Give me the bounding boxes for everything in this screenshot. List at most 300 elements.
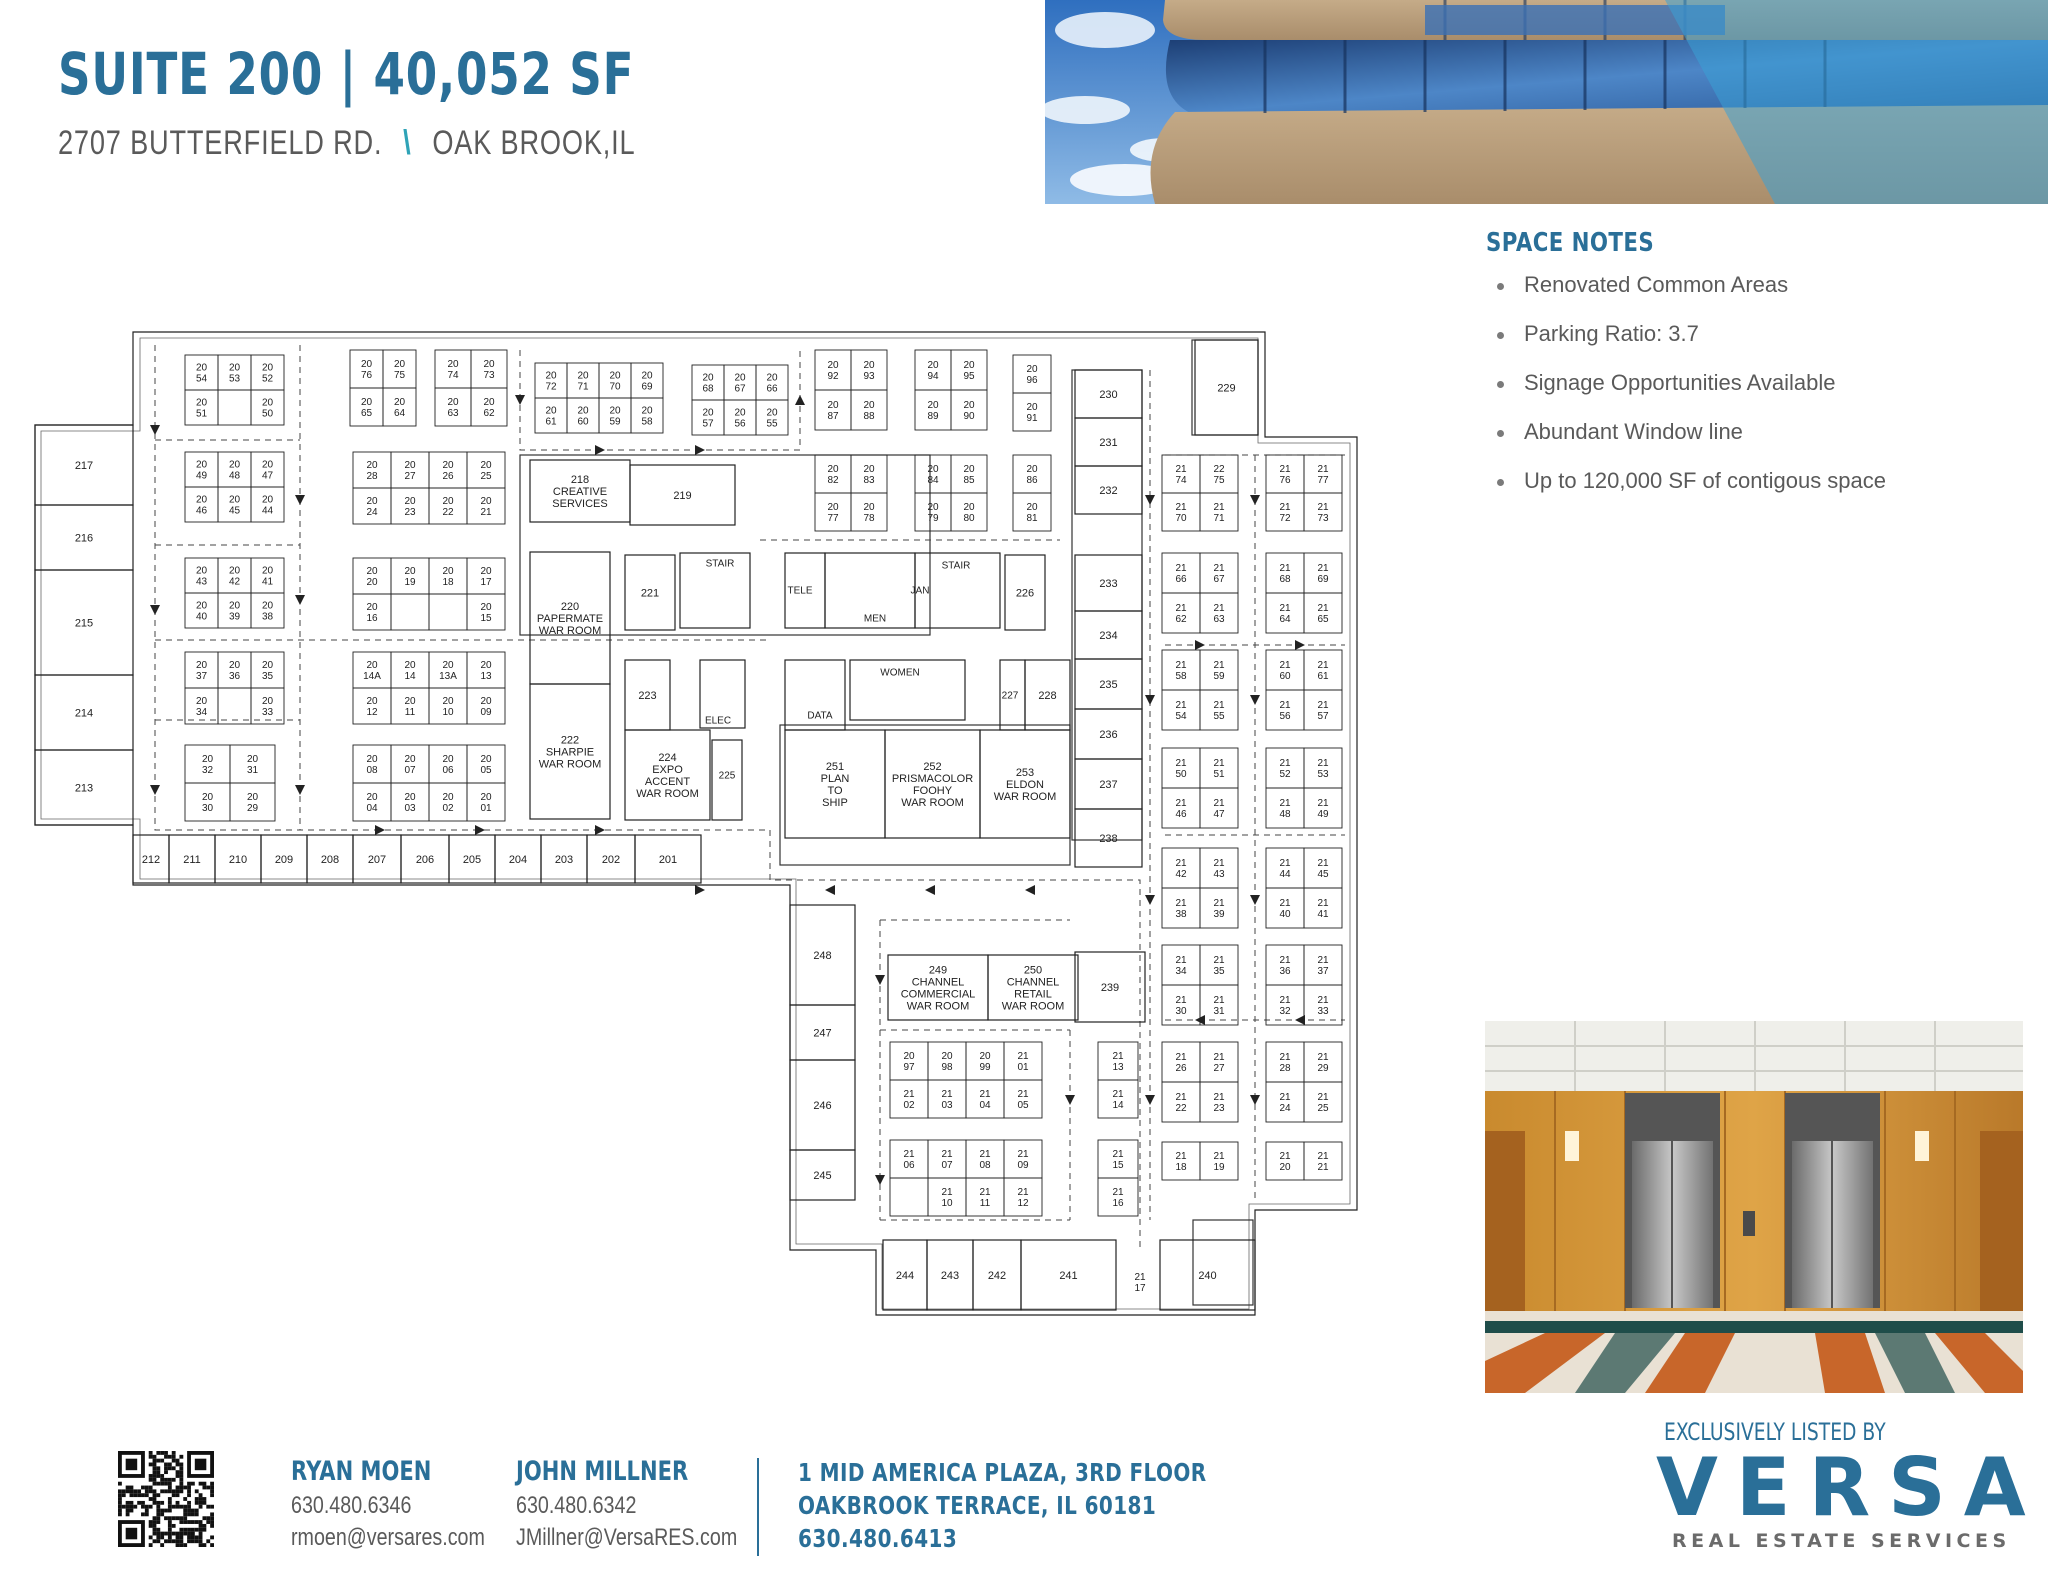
qr-module [156, 1501, 160, 1505]
cubicle-label: 21 [979, 1187, 991, 1198]
cubicle-label: 37 [195, 671, 208, 682]
room-label: 248 [813, 949, 832, 962]
service-label: 225 [718, 770, 736, 782]
qr-module [172, 1466, 176, 1470]
qr-module [168, 1516, 172, 1520]
cubicle-label: 47 [261, 470, 274, 482]
room-label: ACCENT [644, 775, 691, 788]
cubicle-label: 20 [1026, 464, 1038, 475]
qr-module [160, 1489, 164, 1493]
cubicle-label: 57 [702, 418, 714, 430]
qr-module [156, 1535, 160, 1539]
contact-name: RYAN MOEN [291, 1456, 432, 1487]
cubicle-label: 21 [1279, 660, 1291, 671]
cubicle-label: 20 [863, 360, 875, 371]
qr-module [172, 1489, 176, 1493]
arrow-icon [1145, 895, 1155, 905]
qr-module [153, 1466, 157, 1470]
qr-module [183, 1520, 187, 1524]
qr-module [168, 1501, 172, 1505]
qr-module [122, 1505, 126, 1509]
cubicle-label: 41 [261, 576, 274, 588]
qr-module [160, 1532, 164, 1536]
service-label: STAIR [705, 558, 735, 570]
qr-module [187, 1482, 191, 1486]
qr-module [156, 1505, 160, 1509]
cubicle-label: 22 [1175, 1103, 1187, 1114]
cubicle-label: 21 [1017, 1089, 1029, 1100]
cubicle-label: 40 [1279, 909, 1291, 920]
cubicle-label: 20 [1279, 1162, 1291, 1173]
qr-module [199, 1539, 203, 1543]
cubicle-label: 43 [1213, 869, 1225, 880]
cubicle-label: 20 [261, 494, 274, 506]
qr-module [172, 1455, 176, 1459]
cubicle-label: 21 [1213, 858, 1225, 869]
room-label: 203 [554, 853, 574, 866]
cubicle-label: 38 [1175, 909, 1187, 920]
cubicle-label: 23 [1213, 1103, 1225, 1114]
cubicle-label: 59 [609, 416, 621, 428]
arrow-icon [515, 395, 525, 405]
qr-module [195, 1520, 199, 1524]
cubicle-label: 20 [442, 660, 454, 671]
cubicle-label: 21 [1175, 1052, 1187, 1063]
cubicle-label: 76 [360, 370, 373, 381]
qr-module [168, 1509, 172, 1513]
qr-module [164, 1466, 168, 1470]
cubicle-label: 21 [979, 1149, 991, 1160]
room-label: 235 [1099, 678, 1118, 691]
cubicle-label: 20 [393, 397, 406, 408]
cubicle-label: 20 [702, 372, 714, 384]
space-note-item: Abundant Window line [1495, 419, 1886, 468]
cubicle-label: 10 [442, 707, 454, 718]
cubicle-label: 20 [1026, 402, 1038, 413]
qr-module [210, 1516, 214, 1520]
contact-name: JOHN MILLNER [516, 1456, 689, 1487]
qr-module [141, 1486, 145, 1490]
elevator-lobby-photo [1485, 1021, 2023, 1393]
page-title: SUITE 200 | 40,052 SF [58, 40, 635, 108]
arrow-icon [875, 975, 885, 985]
cubicle-label: 20 [480, 496, 492, 507]
qr-module [153, 1493, 157, 1497]
cubicle-label: 90 [963, 411, 975, 422]
cubicle-label: 14 [404, 671, 416, 682]
cubicle-label: 21 [1213, 603, 1225, 614]
room-label: 222 [560, 734, 580, 747]
contact-phone[interactable]: 630.480.6346 [291, 1492, 412, 1519]
qr-module [149, 1486, 153, 1490]
qr-module [179, 1528, 183, 1532]
arrow-icon [1295, 1015, 1305, 1025]
cubicle-label: 65 [1317, 614, 1329, 625]
qr-module [153, 1532, 157, 1536]
cubicle-label: 49 [1317, 809, 1329, 820]
cubicle-label: 29 [1317, 1063, 1329, 1074]
qr-module [176, 1463, 180, 1467]
cubicle-label: 49 [195, 470, 208, 482]
qr-module [210, 1482, 214, 1486]
cubicle-label: 20 [827, 360, 839, 371]
cubicle-label: 86 [1026, 475, 1038, 486]
cubicle-label: 62 [483, 408, 495, 419]
qr-module [149, 1505, 153, 1509]
qr-module [187, 1486, 191, 1490]
cubicle-label: 07 [404, 765, 416, 776]
cubicle-label: 20 [1026, 364, 1038, 375]
qr-module [202, 1524, 206, 1528]
cubicle-label: 20 [963, 502, 975, 513]
cubicle-label: 65 [360, 408, 373, 419]
cubicle-label: 03 [941, 1100, 953, 1111]
qr-module [153, 1478, 157, 1482]
cubicle-label: 21 [1112, 1051, 1124, 1062]
qr-module [179, 1539, 183, 1543]
room-label: 220 [560, 600, 580, 613]
cubicle-label: 21 [1279, 858, 1291, 869]
cubicle-label: 20 [442, 754, 454, 765]
cubicle-label: 21 [903, 1089, 915, 1100]
cubicle-label: 82 [827, 475, 839, 486]
qr-module [206, 1505, 210, 1509]
qr-module [153, 1524, 157, 1528]
qr-module [187, 1512, 191, 1516]
cubicle-label: 75 [393, 370, 406, 381]
cubicle-label: 04 [979, 1100, 991, 1111]
qr-module [153, 1459, 157, 1463]
qr-module [156, 1459, 160, 1463]
cubicle [429, 594, 467, 630]
cubicle-label: 07 [941, 1160, 953, 1171]
cubicle-label: 21 [1175, 1151, 1187, 1162]
qr-module [187, 1535, 191, 1539]
cubicle-label: 22 [442, 507, 454, 518]
qr-module [168, 1486, 172, 1490]
qr-module [153, 1470, 157, 1474]
service-label: STAIR [941, 560, 971, 572]
cubicle-label: 21 [1213, 660, 1225, 671]
cubicle-label: 20 [734, 372, 746, 384]
cubicle-label: 11 [404, 707, 416, 718]
arrow-icon [295, 785, 305, 795]
cubicle-label: 21 [941, 1089, 953, 1100]
cubicle-label: 28 [366, 471, 378, 482]
room-label: SERVICES [552, 497, 608, 510]
qr-module [156, 1516, 160, 1520]
cubicle-label: 21 [1279, 603, 1291, 614]
office-address-line1: 1 MID AMERICA PLAZA, 3RD FLOOR [798, 1458, 1207, 1487]
cubicle-label: 62 [1175, 614, 1187, 625]
room-label: 240 [1198, 1269, 1217, 1282]
cubicle-label: 10 [941, 1198, 953, 1209]
service-label: JAN [910, 585, 930, 597]
qr-module [191, 1535, 195, 1539]
qr-module [156, 1539, 160, 1543]
cubicle-label: 52 [1279, 769, 1291, 780]
qr-module [172, 1493, 176, 1497]
qr-module [160, 1474, 164, 1478]
room-label: 231 [1099, 436, 1118, 449]
cubicle-label: 93 [863, 371, 875, 382]
arrow-icon [1250, 1095, 1260, 1105]
room-label: 237 [1099, 778, 1118, 791]
qr-module [153, 1463, 157, 1467]
qr-module [195, 1539, 199, 1543]
cubicle-label: 61 [1317, 671, 1329, 682]
qr-module [149, 1474, 153, 1478]
cubicle-label: 34 [1175, 966, 1187, 977]
cubicle-label: 87 [827, 411, 839, 422]
cubicle-label: 22 [1213, 464, 1225, 475]
cubicle-label: 51 [195, 408, 208, 420]
cubicle-label: 74 [1175, 475, 1187, 486]
qr-module [168, 1478, 172, 1482]
room-label: WAR ROOM [906, 1000, 970, 1013]
qr-module [179, 1520, 183, 1524]
cubicle-label: 21 [1017, 1051, 1029, 1062]
qr-module [199, 1501, 203, 1505]
qr-module [153, 1482, 157, 1486]
cubicle-label: 25 [1317, 1103, 1329, 1114]
cubicle-label: 20 [577, 405, 589, 417]
cubicle-label: 39 [228, 611, 241, 623]
cubicle-label: 20 [480, 792, 492, 803]
cubicle-label: 20 [766, 372, 778, 384]
qr-module [149, 1455, 153, 1459]
cubicle-label: 42 [1175, 869, 1187, 880]
cubicle-label: 08 [366, 765, 378, 776]
cubicle-label: 24 [1279, 1103, 1291, 1114]
cubicle-label: 33 [261, 707, 274, 718]
qr-module [179, 1466, 183, 1470]
cubicle-label: 19 [1213, 1162, 1225, 1173]
room-label: 212 [141, 853, 161, 866]
cubicle-label: 21 [1317, 563, 1329, 574]
cubicle-label: 35 [1213, 966, 1225, 977]
room-label: PLAN [820, 772, 850, 785]
cubicle-label: 20 [366, 696, 378, 707]
qr-module [153, 1455, 157, 1459]
cubicle-label: 05 [1017, 1100, 1029, 1111]
cubicle-label: 53 [1317, 769, 1329, 780]
room-label: 224 [658, 751, 677, 764]
room-label: 209 [274, 853, 294, 866]
room-label: 218 [570, 473, 590, 486]
cubicle-label: 16 [366, 613, 378, 624]
qr-module [191, 1512, 195, 1516]
cubicle-label: 21 [1213, 898, 1225, 909]
cubicle-label: 08 [979, 1160, 991, 1171]
room-label: CREATIVE [552, 485, 608, 498]
qr-module [210, 1486, 214, 1490]
cubicle-label: 72 [545, 381, 557, 393]
cubicle-label: 21 [1317, 1092, 1329, 1103]
cubicle-label: 37 [1317, 966, 1329, 977]
cubicle-label: 40 [195, 611, 208, 623]
qr-module [141, 1501, 145, 1505]
cubicle-label: 45 [228, 505, 241, 517]
qr-module [153, 1474, 157, 1478]
room-label: EXPO [652, 763, 683, 776]
qr-module [183, 1543, 187, 1547]
cubicle-label: 20 [195, 459, 208, 471]
cubicle-label: 20 [404, 566, 416, 577]
cubicle-label: 43 [195, 576, 208, 588]
qr-module [156, 1474, 160, 1478]
cubicle-label: 20 [927, 400, 939, 411]
qr-module [191, 1532, 195, 1536]
room-label: 214 [74, 707, 94, 720]
contact-john-millner [516, 1456, 786, 1556]
cubicle-label: 20 [366, 566, 378, 577]
arrow-icon [1145, 495, 1155, 505]
room-label: 229 [1217, 382, 1236, 395]
qr-module [179, 1543, 183, 1547]
cubicle-label: 09 [480, 707, 492, 718]
room-label: SHIP [822, 796, 848, 809]
cubicle-label: 30 [201, 803, 214, 814]
qr-module [176, 1505, 180, 1509]
cubicle-label: 69 [1317, 574, 1329, 585]
qr-module [199, 1497, 203, 1501]
qr-module [195, 1489, 199, 1493]
qr-module [210, 1535, 214, 1539]
cubicle-label: 57 [1317, 711, 1329, 722]
qr-module [145, 1509, 149, 1513]
qr-module [176, 1474, 180, 1478]
room-label: WAR ROOM [538, 758, 602, 771]
qr-module [141, 1505, 145, 1509]
arrow-icon [1250, 495, 1260, 505]
cubicle-label: 71 [577, 381, 589, 393]
cubicle-label: 20 [442, 696, 454, 707]
qr-module [179, 1489, 183, 1493]
qr-module [210, 1524, 214, 1528]
room-label: 239 [1100, 981, 1120, 994]
cubicle-label: 21 [1017, 1149, 1029, 1160]
cubicle-label: 66 [766, 383, 778, 395]
room-label: 221 [640, 587, 660, 600]
cubicle-label: 46 [195, 505, 208, 517]
cubicle-label: 20 [863, 464, 875, 475]
cubicle-label: 20 [366, 577, 378, 588]
cubicle-label: 84 [927, 475, 939, 486]
cubicle-label: 20 [228, 600, 241, 612]
cubicle-label: 20 [366, 496, 378, 507]
qr-module [156, 1528, 160, 1532]
qr-module [164, 1482, 168, 1486]
service-label: MEN [863, 613, 887, 625]
room-label: RETAIL [1014, 988, 1052, 1001]
room-label: WAR ROOM [993, 790, 1057, 803]
cubicle-label: 20 [228, 660, 241, 671]
space-note-item: Renovated Common Areas [1495, 272, 1886, 321]
qr-module [206, 1539, 210, 1543]
listed-by-label: EXCLUSIVELY LISTED BY [1664, 1418, 1886, 1446]
contact-email[interactable]: JMillner@VersaRES.com [516, 1524, 738, 1551]
core-walls [520, 340, 1258, 1305]
cubicle-label: 50 [261, 408, 274, 420]
cubicle-label: 60 [1279, 671, 1291, 682]
cubicle-label: 21 [1279, 700, 1291, 711]
qr-module [153, 1516, 157, 1520]
cubicle-label: 21 [1017, 1187, 1029, 1198]
qr-module [149, 1497, 153, 1501]
cubicle-label: 20 [442, 792, 454, 803]
qr-module [179, 1470, 183, 1474]
qr-module [183, 1512, 187, 1516]
qr-module [202, 1528, 206, 1532]
cubicle-label: 20 [766, 407, 778, 419]
cubicle-label: 21 [1175, 1092, 1187, 1103]
room-label: 242 [987, 1269, 1007, 1282]
cubicle-label: 24 [366, 507, 378, 518]
cubicle-label: 26 [442, 471, 454, 482]
cubicle-label: 89 [927, 411, 939, 422]
room-label: WAR ROOM [636, 787, 699, 800]
cubicle-label: 80 [963, 513, 975, 524]
room-label: 206 [415, 853, 435, 866]
qr-module [199, 1543, 203, 1547]
cubicle-label: 20 [447, 397, 459, 408]
qr-module [133, 1489, 137, 1493]
cubicle-label: 20 [404, 660, 416, 671]
qr-module [176, 1539, 180, 1543]
qr-module [191, 1539, 195, 1543]
cubicle-label: 20 [545, 370, 557, 382]
qr-module [183, 1532, 187, 1536]
cubicle-label: 20 [366, 460, 378, 471]
cubicle-label: 15 [1112, 1160, 1124, 1171]
room-label: PRISMACOLOR [891, 772, 974, 785]
cubicle-label: 51 [1213, 769, 1225, 780]
contact-email[interactable]: rmoen@versares.com [291, 1524, 485, 1551]
qr-module [122, 1489, 126, 1493]
room-label: 207 [367, 853, 387, 866]
contact-phone[interactable]: 630.480.6342 [516, 1492, 637, 1519]
cubicle-label: 20 [480, 460, 492, 471]
contact-ryan-moen [291, 1456, 527, 1556]
cubicle-label: 20 [195, 362, 208, 374]
qr-module [130, 1486, 134, 1490]
cubicle-label: 20 [827, 464, 839, 475]
qr-module [149, 1478, 153, 1482]
office-phone[interactable]: 630.480.6413 [798, 1524, 958, 1553]
qr-module [130, 1509, 134, 1513]
qr-module [187, 1489, 191, 1493]
qr-module [126, 1512, 130, 1516]
qr-module [176, 1543, 180, 1547]
qr-module [176, 1532, 180, 1536]
room-label: 205 [462, 853, 482, 866]
room-label: 215 [74, 617, 94, 630]
qr-module [187, 1520, 191, 1524]
building-photo-illustration [1045, 0, 2048, 204]
qr-finder [126, 1528, 138, 1540]
cubicle-label: 20 [360, 397, 373, 408]
cubicle-label: 21 [979, 1089, 991, 1100]
qr-module [195, 1512, 199, 1516]
cubicle-label: 52 [261, 373, 274, 385]
corridor-paths [155, 345, 1345, 1250]
cubicle-label: 21 [1317, 1052, 1329, 1063]
qr-code[interactable] [118, 1451, 214, 1547]
cubicle-label: 21 [1279, 758, 1291, 769]
cubicle-label: 36 [1279, 966, 1291, 977]
space-note-item: Parking Ratio: 3.7 [1495, 321, 1886, 370]
